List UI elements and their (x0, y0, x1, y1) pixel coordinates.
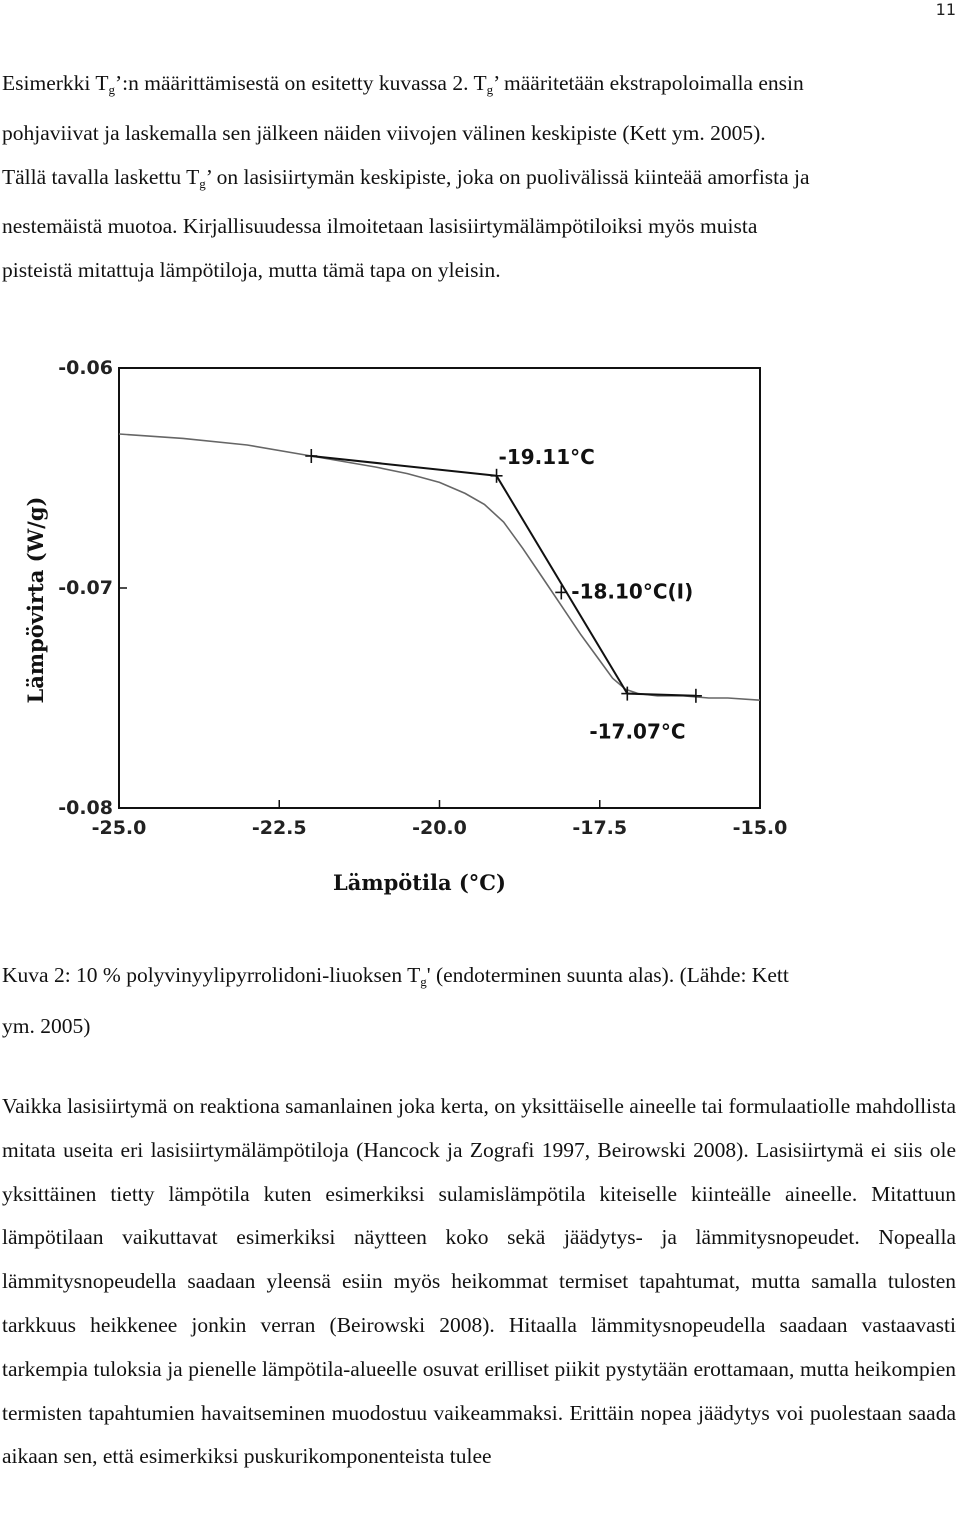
subscript: g (420, 974, 427, 989)
intro-line (2, 62, 956, 112)
dsc-chart (0, 345, 800, 905)
y-tick-label: -0.07 (58, 577, 113, 599)
x-tick-label: -22.5 (251, 817, 307, 839)
caption-text: ' (endoterminen suunta alas). (Lähde: Kett (426, 963, 789, 987)
annotation-label: -17.07°C (589, 719, 686, 744)
annotation-label: -19.11°C (498, 444, 595, 469)
caption-text: Kuva 2: 10 % polyvinyylipyrrolidoni-liuoksen T (2, 963, 421, 987)
caption-text: ym. 2005) (2, 1014, 91, 1038)
text-run: ’ määritetään ekstrapoloimalla ensin (493, 71, 804, 95)
annotation-label: -18.10°C(I) (571, 579, 694, 604)
body-paragraph: Vaikka lasisiirtymä on reaktiona samanlainen joka kerta, on yksittäiselle aineelle tai formulaatiolle mahdollista mitata useita eri lasisiirtymälämpötiloja (Hancock ja Zografi 1997, Beirowski 2008). Lasisiirtymä ei siis ole yksittäinen tietty lämpötila kuten esimerkiksi sulamislämpötila kiteiselle kiinteälle aineelle. Mitattuun lämpötilaan vaikuttavat esimerkiksi näytteen koko sekä jäädytys- ja lämmitysnopeudet. Nopealla lämmitysnopeudella saadaan yleensä esiin myös heikommat termiset tapahtumat, mutta samalla tulosten tarkkuus heikkenee jonkin verran (Beirowski 2008). Hitaalla lämmitysnopeudella saadaan vastaavasti tarkempia tuloksia ja pienelle lämpötila-alueelle osuvat erilliset piikit pystytään erottamaan, mutta heikompien termisten tapahtumien havaitseminen muodostuu vaikeammaksi. Erittäin nopea jäädytys voi puolestaan saada aikaan sen, että esimerkiksi puskurikomponenteista tulee (2, 1094, 956, 1469)
dsc-figure (0, 345, 800, 905)
text-run: ’ on lasisiirtymän keskipiste, joka on puolivälissä kiinteää amorfista ja (205, 164, 810, 189)
text-run: Tällä tavalla laskettu T (2, 164, 200, 189)
intro-line: nestemäistä muotoa. Kirjallisuudessa ilmoitetaan lasisiirtymälämpötiloiksi myös muista (2, 214, 758, 239)
intro-line: pisteistä mitattuja lämpötiloja, mutta tämä tapa on yleisin. (2, 258, 501, 283)
x-axis-title: Lämpötila (°C) (333, 870, 506, 895)
subscript: g (108, 82, 115, 97)
x-tick-label: -15.0 (732, 817, 788, 839)
figure-caption (2, 953, 956, 1048)
x-tick-label: -17.5 (572, 817, 628, 839)
heat-flow-curve (119, 434, 760, 700)
page-number: 11 (935, 0, 956, 19)
subscript: g (486, 82, 494, 97)
intro-line: pohjaviivat ja laskemalla sen jälkeen näiden viivojen välinen keskipiste (Kett ym. 2005). (2, 120, 766, 145)
y-tick-label: -0.06 (58, 357, 113, 379)
y-axis-title: Lämpövirta (W/g) (23, 496, 48, 704)
intro-line (2, 156, 956, 206)
x-tick-label: -25.0 (91, 817, 147, 839)
intro-paragraph (2, 62, 956, 293)
text-run: ’:n määrittämisestä on esitetty kuvassa 2. T (115, 71, 487, 95)
subscript: g (199, 175, 206, 191)
tangent-line (627, 694, 696, 696)
text-run: Esimerkki T (2, 71, 109, 95)
y-tick-label: -0.08 (58, 797, 113, 819)
x-tick-label: -20.0 (412, 817, 467, 839)
